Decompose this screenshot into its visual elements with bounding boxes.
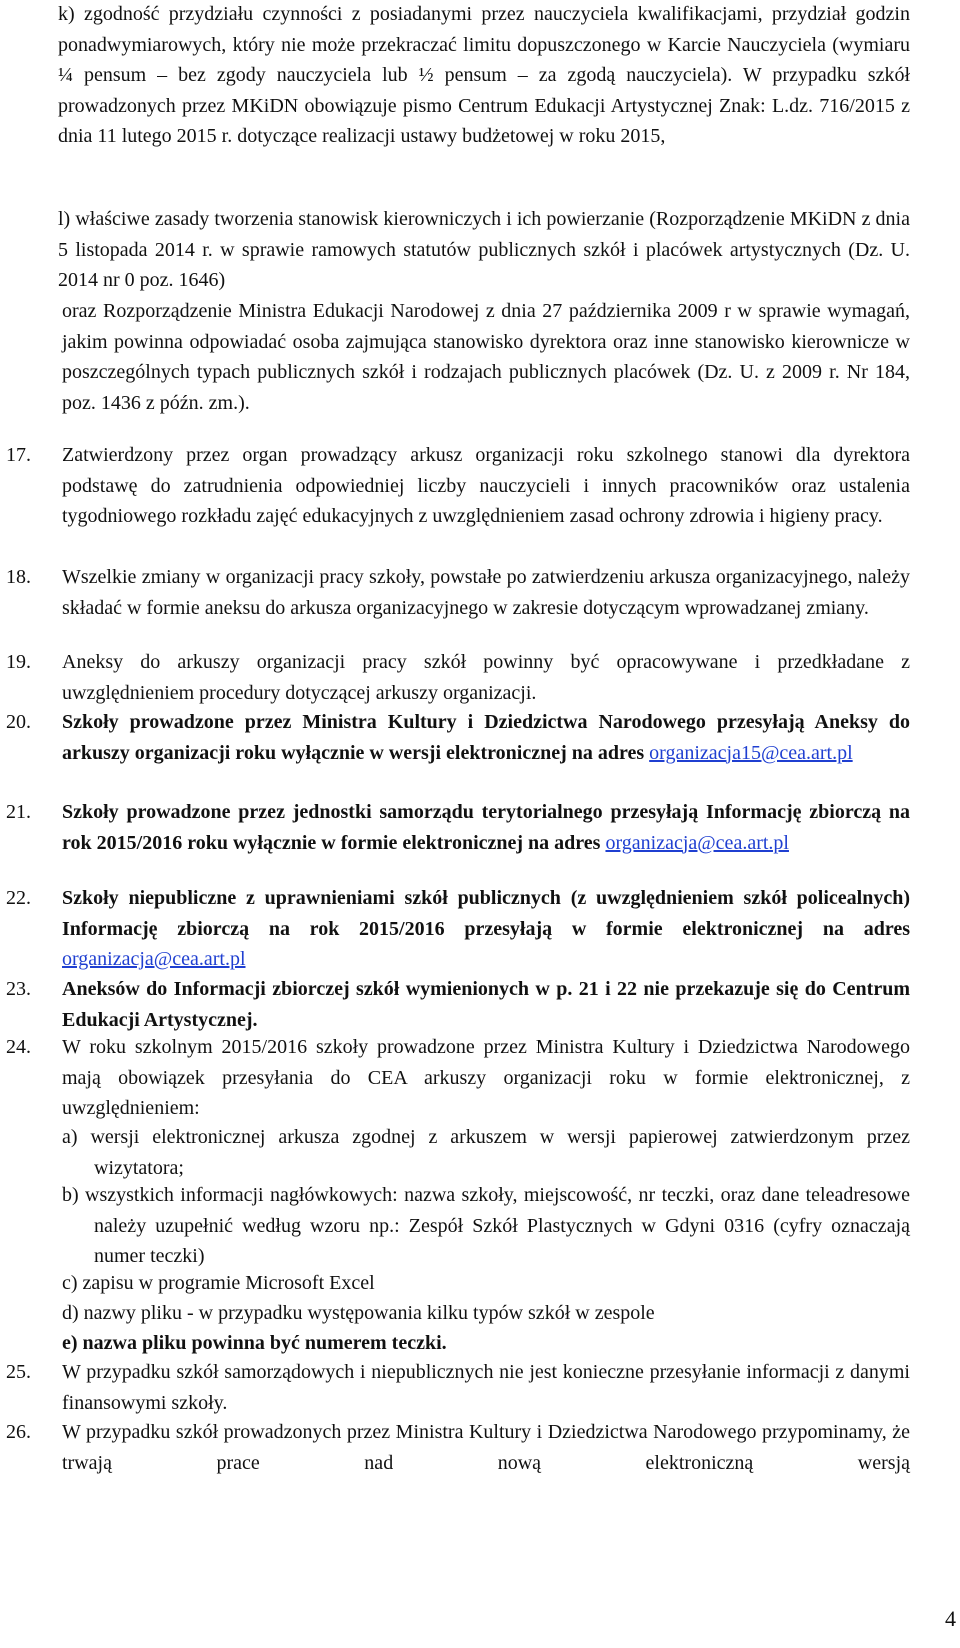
subitem-label: b) <box>62 1184 79 1206</box>
item-20-body: Szkoły prowadzone przez Ministra Kultury i Dziedzictwa Narodowego przesyłają Aneksy do arkuszy organizacji roku wyłącznie w wersji elektronicznej na adres <box>62 711 910 764</box>
subitem-text: nazwy pliku - w przypadku występowania kilku typów szkół w zespole <box>83 1302 655 1324</box>
paragraph-l-continuation: oraz Rozporządzenie Ministra Edukacji Narodowej z dnia 27 października 2009 r w sprawie wymagań, jakim powinna odpowiadać osoba zajmująca stanowisko dyrektora oraz inne stanowisko kierownicze w poszczególnych typach publicznych szkół i rodzajach publicznych placówek (Dz. U. z 2009 r. Nr 184, poz. 1436 z późn. zm.). <box>62 300 910 414</box>
item-number: 25. <box>6 1361 31 1383</box>
item-19-text: Aneksy do arkuszy organizacji pracy szkół powinny być opracowywane i przedkładane z uwzględnieniem procedury dotyczącej arkuszy organizacji. <box>62 651 910 704</box>
item-number: 26. <box>6 1421 31 1443</box>
item-23-text: Aneksów do Informacji zbiorczej szkół wymienionych w p. 21 i 22 nie przekazuje się do Centrum Edukacji Artystycznej. <box>62 978 910 1031</box>
email-link[interactable]: organizacja15@cea.art.pl <box>649 741 853 764</box>
paragraph-k: k) zgodność przydziału czynności z posiadanymi przez nauczyciela kwalifikacjami, przydział godzin ponadwymiarowych, który nie może przekraczać limitu dopuszczonego w Karcie Nauczyciela (wymiaru ¼ pensum – bez zgody nauczyciela lub ½ pensum – za zgodą nauczyciela). W przypadku szkół prowadzonych przez MKiDN obowiązuje pismo Centrum Edukacji Artystycznej Znak: L.dz. 716/2015 z dnia 11 lutego 2015 r. dotyczące realizacji ustawy budżetowej w roku 2015, <box>58 3 910 147</box>
item-22-text <box>62 883 910 975</box>
item-26-text: W przypadku szkół prowadzonych przez Ministra Kultury i Dziedzictwa Narodowego przypominamy, że trwają prace nad nową elektroniczną wersją <box>62 1421 910 1474</box>
subitem-text: wszystkich informacji nagłówkowych: nazwa szkoły, miejscowość, nr teczki, oraz dane teleadresowe należy uzupełnić według wzoru np.: Zespół Szkół Plastycznych w Gdyni 0316 (cyfry oznaczają numer teczki) <box>85 1184 910 1267</box>
item-18-text: Wszelkie zmiany w organizacji pracy szkoły, powstałe po zatwierdzeniu arkusza organizacyjnego, należy składać w formie aneksu do arkusza organizacyjnego w zakresie dotyczącym wprowadzanej zmiany. <box>62 566 910 619</box>
item-number: 20. <box>6 711 31 733</box>
subitem-label: d) <box>62 1302 79 1324</box>
item-21-body: Szkoły prowadzone przez jednostki samorządu terytorialnego przesyłają Informację zbiorczą na rok 2015/2016 roku wyłącznie w formie elektronicznej na adres <box>62 801 910 854</box>
email-link[interactable]: organizacja@cea.art.pl <box>62 948 246 970</box>
item-number: 19. <box>6 651 31 673</box>
item-number: 21. <box>6 801 31 823</box>
subitem-label: a) <box>62 1126 78 1148</box>
subitem-text: wersji elektronicznej arkusza zgodnej z arkuszem w wersji papierowej zatwierdzonym przez wizytatora; <box>90 1126 911 1179</box>
subitem-text: nazwa pliku powinna być numerem teczki. <box>82 1332 447 1354</box>
subitem-a <box>62 1122 910 1183</box>
item-number: 22. <box>6 887 31 909</box>
item-24-text: W roku szkolnym 2015/2016 szkoły prowadzone przez Ministra Kultury i Dziedzictwa Narodowego mają obowiązek przesyłania do CEA arkuszy organizacji roku w formie elektronicznej, z uwzględnieniem: <box>62 1036 910 1119</box>
subitem-label: c) <box>62 1272 78 1294</box>
paragraph-l: l) właściwe zasady tworzenia stanowisk kierowniczych i ich powierzanie (Rozporządzenie MKiDN z dnia 5 listopada 2014 r. w sprawie ramowych statutów publicznych szkół i placówek artystycznych (Dz. U. 2014 nr 0 poz. 1646) <box>58 208 910 291</box>
item-number: 24. <box>6 1036 31 1058</box>
subitem-text: zapisu w programie Microsoft Excel <box>82 1272 375 1294</box>
item-25-text: W przypadku szkół samorządowych i niepublicznych nie jest konieczne przesyłanie informacji z danymi finansowymi szkoły. <box>62 1361 910 1414</box>
item-number: 18. <box>6 566 31 588</box>
subitem-label: e) <box>62 1332 78 1354</box>
item-number: 23. <box>6 978 31 1000</box>
subitem-d <box>62 1298 910 1329</box>
page-number: 4 <box>945 1606 956 1631</box>
subitem-c <box>62 1268 910 1299</box>
item-20-text <box>62 707 910 768</box>
item-21-text <box>62 797 910 858</box>
subitem-b <box>62 1180 910 1272</box>
email-link[interactable]: organizacja@cea.art.pl <box>605 831 789 854</box>
item-17-text: Zatwierdzony przez organ prowadzący arkusz organizacji roku szkolnego stanowi dla dyrektora podstawę do zatrudnienia odpowiedniej liczby nauczycieli i innych pracowników oraz ustalenia tygodniowego rozkładu zajęć edukacyjnych z uwzględnieniem zasad ochrony zdrowia i higieny pracy. <box>62 444 910 527</box>
item-22-body: Szkoły niepubliczne z uprawnieniami szkół publicznych (z uwzględnieniem szkół policealnych) Informację zbiorczą na rok 2015/2016 przesyłają w formie elektronicznej na adres <box>62 887 910 940</box>
item-number: 17. <box>6 444 31 466</box>
subitem-e <box>62 1328 910 1359</box>
